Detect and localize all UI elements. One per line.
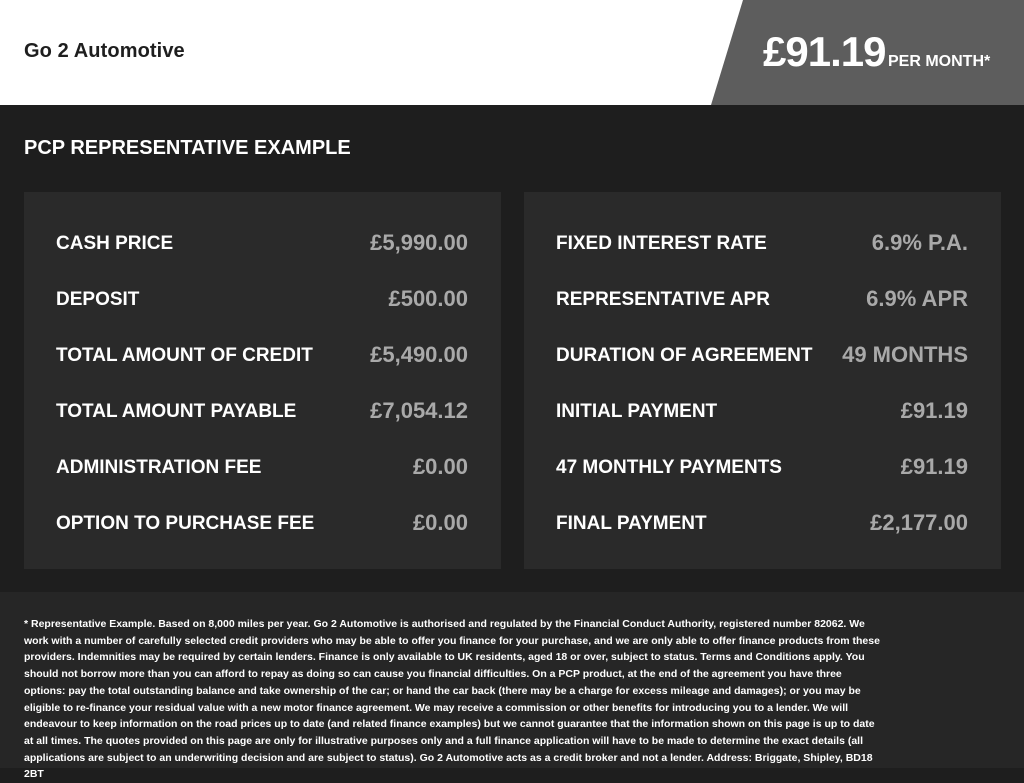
row-label: DEPOSIT xyxy=(56,289,140,310)
finance-row xyxy=(556,454,968,484)
finance-row xyxy=(56,230,468,260)
finance-panel-right xyxy=(524,192,1001,569)
finance-row xyxy=(556,510,968,540)
row-label: 47 MONTHLY PAYMENTS xyxy=(556,457,782,478)
row-value: £0.00 xyxy=(412,510,468,535)
finance-row xyxy=(56,510,468,540)
row-value: £5,990.00 xyxy=(370,230,468,255)
row-label: TOTAL AMOUNT PAYABLE xyxy=(56,401,297,422)
finance-row xyxy=(556,398,968,428)
row-value: 49 MONTHS xyxy=(842,342,968,367)
row-label: ADMINISTRATION FEE xyxy=(56,457,262,478)
finance-example-section xyxy=(0,105,1024,592)
footer xyxy=(0,592,1024,781)
row-value: 6.9% P.A. xyxy=(871,230,968,255)
price-period-label: PER MONTH* xyxy=(888,53,991,70)
row-value: £91.19 xyxy=(900,398,968,423)
row-label: FIXED INTEREST RATE xyxy=(556,233,767,254)
finance-panel-left xyxy=(24,192,501,569)
row-label: INITIAL PAYMENT xyxy=(556,401,718,422)
row-value: £0.00 xyxy=(412,454,468,479)
row-value: £500.00 xyxy=(388,286,468,311)
row-label: TOTAL AMOUNT OF CREDIT xyxy=(56,345,313,366)
row-value: 6.9% APR xyxy=(866,286,968,311)
header xyxy=(0,0,1024,105)
row-label: FINAL PAYMENT xyxy=(556,513,707,534)
disclaimer-text: * Representative Example. Based on 8,000 miles per year. Go 2 Automotive is authorised and regulated by the Financial Conduct Authority, registered number 82062. We work with a number of carefully selected credit providers who may be able to offer you finance for your purchase, and we are only able to offer finance products from these providers. Indemnities may be required by certain lenders. Finance is only available to UK residents, aged 18 or over, subject to status. Terms and Conditions apply. You should not borrow more than you can afford to repay as doing so can cause you financial difficulties. On a PCP product, at the end of the agreement you have three options: pay the total outstanding balance and take ownership of the car; or hand the car back (there may be a charge for excess mileage and damages); or you may be eligible to re-finance your residual value with a new motor finance agreement. We may receive a commission or other benefits for introducing you to a lender. We will endeavour to keep information on the road prices up to date (and related finance examples) but we cannot guarantee that the information shown on this page is up to date at all times. The quotes provided on this page are only for illustrative purposes only and a full finance application will have to be made to determine the exact details (all applications are subject to an underwriting decision and are subject to status). Go 2 Automotive acts as a credit broker and not a lender. Address: Briggate, Shipley, BD18 2BT xyxy=(24,618,880,781)
row-label: DURATION OF AGREEMENT xyxy=(556,345,813,366)
row-value: £7,054.12 xyxy=(370,398,468,423)
row-label: CASH PRICE xyxy=(56,233,174,254)
row-label: REPRESENTATIVE APR xyxy=(556,289,770,310)
finance-row xyxy=(556,230,968,260)
row-value: £2,177.00 xyxy=(870,510,968,535)
finance-row xyxy=(56,454,468,484)
finance-row xyxy=(556,286,968,316)
dealer-name: Go 2 Automotive xyxy=(24,40,185,62)
row-value: £5,490.00 xyxy=(370,342,468,367)
finance-row xyxy=(56,342,468,372)
row-label: OPTION TO PURCHASE FEE xyxy=(56,513,315,534)
finance-row xyxy=(56,398,468,428)
finance-row xyxy=(556,342,968,372)
section-title: PCP REPRESENTATIVE EXAMPLE xyxy=(24,137,351,159)
finance-row xyxy=(56,286,468,316)
monthly-price: £91.19 xyxy=(763,28,886,75)
row-value: £91.19 xyxy=(900,454,968,479)
